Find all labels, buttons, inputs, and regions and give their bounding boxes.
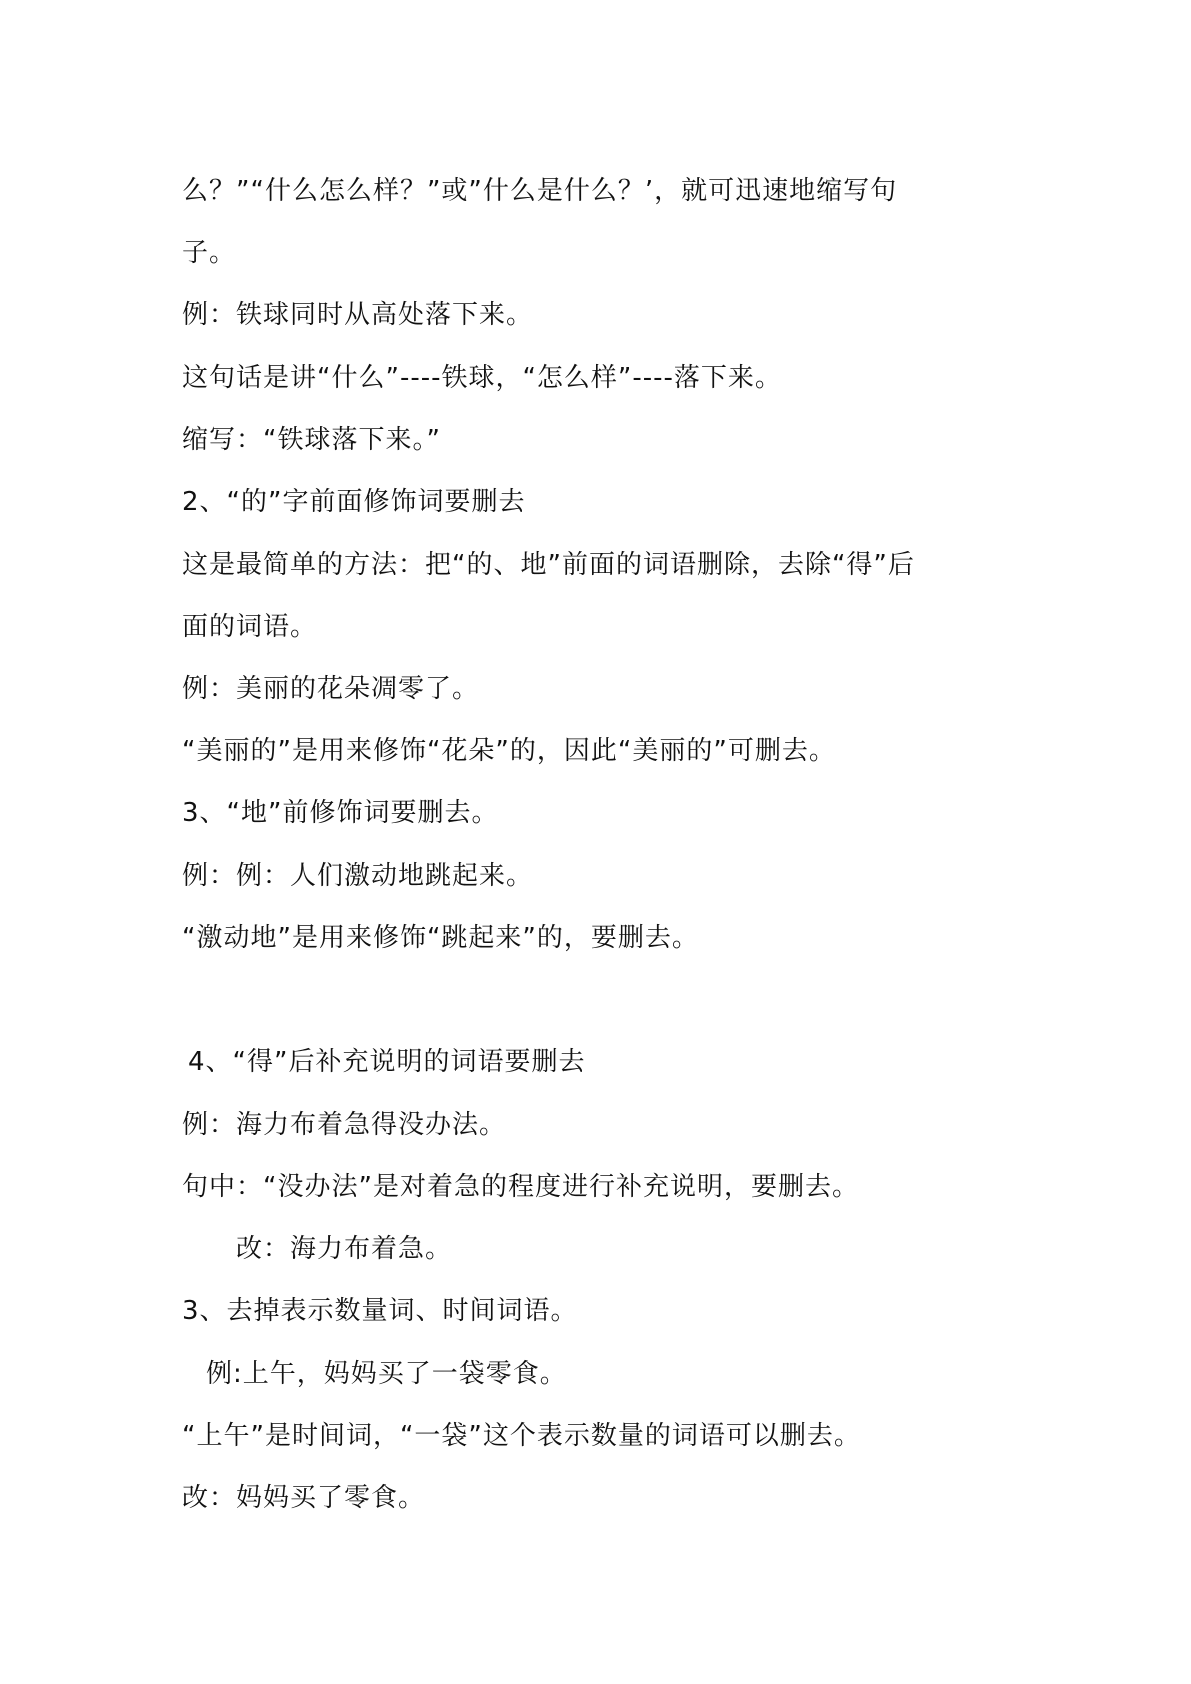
example-line: 例：例：人们激动地跳起来。 [182, 861, 534, 891]
paragraph-line: “上午”是时间词，“一袋”这个表示数量的词语可以删去。 [182, 1421, 861, 1451]
paragraph-line: 面的词语。 [182, 612, 318, 642]
section-heading: 3、“地”前修饰词要删去。 [182, 798, 499, 828]
example-line: 例：美丽的花朵凋零了。 [182, 674, 480, 704]
example-line: 例：铁球同时从高处落下来。 [182, 300, 534, 330]
paragraph-line: 缩写：“铁球落下来。” [182, 425, 441, 455]
revision-line: 改：海力布着急。 [236, 1234, 453, 1264]
paragraph-line: 这是最简单的方法：把“的、地”前面的词语删除，去除“得”后 [182, 550, 915, 580]
paragraph-line: 么？”“什么怎么样？”或”什么是什么？’，就可迅速地缩写句 [182, 176, 898, 206]
example-line: 例：海力布着急得没办法。 [182, 1110, 507, 1140]
paragraph-line: “美丽的”是用来修饰“花朵”的，因此“美丽的”可删去。 [182, 736, 836, 766]
section-heading: 4、“得”后补充说明的词语要删去 [188, 1047, 586, 1077]
paragraph-line: “激动地”是用来修饰“跳起来”的，要删去。 [182, 923, 699, 953]
paragraph-line: 句中：“没办法”是对着急的程度进行补充说明，要删去。 [182, 1172, 859, 1202]
paragraph-line: 这句话是讲“什么”----铁球，“怎么样”----落下来。 [182, 363, 782, 393]
paragraph-line: 子。 [182, 238, 237, 268]
section-heading: 2、“的”字前面修饰词要删去 [182, 487, 526, 517]
example-line: 例:上午，妈妈买了一袋零食。 [206, 1359, 567, 1389]
section-heading: 3、去掉表示数量词、时间词语。 [182, 1296, 578, 1326]
revision-line: 改：妈妈买了零食。 [182, 1483, 426, 1513]
